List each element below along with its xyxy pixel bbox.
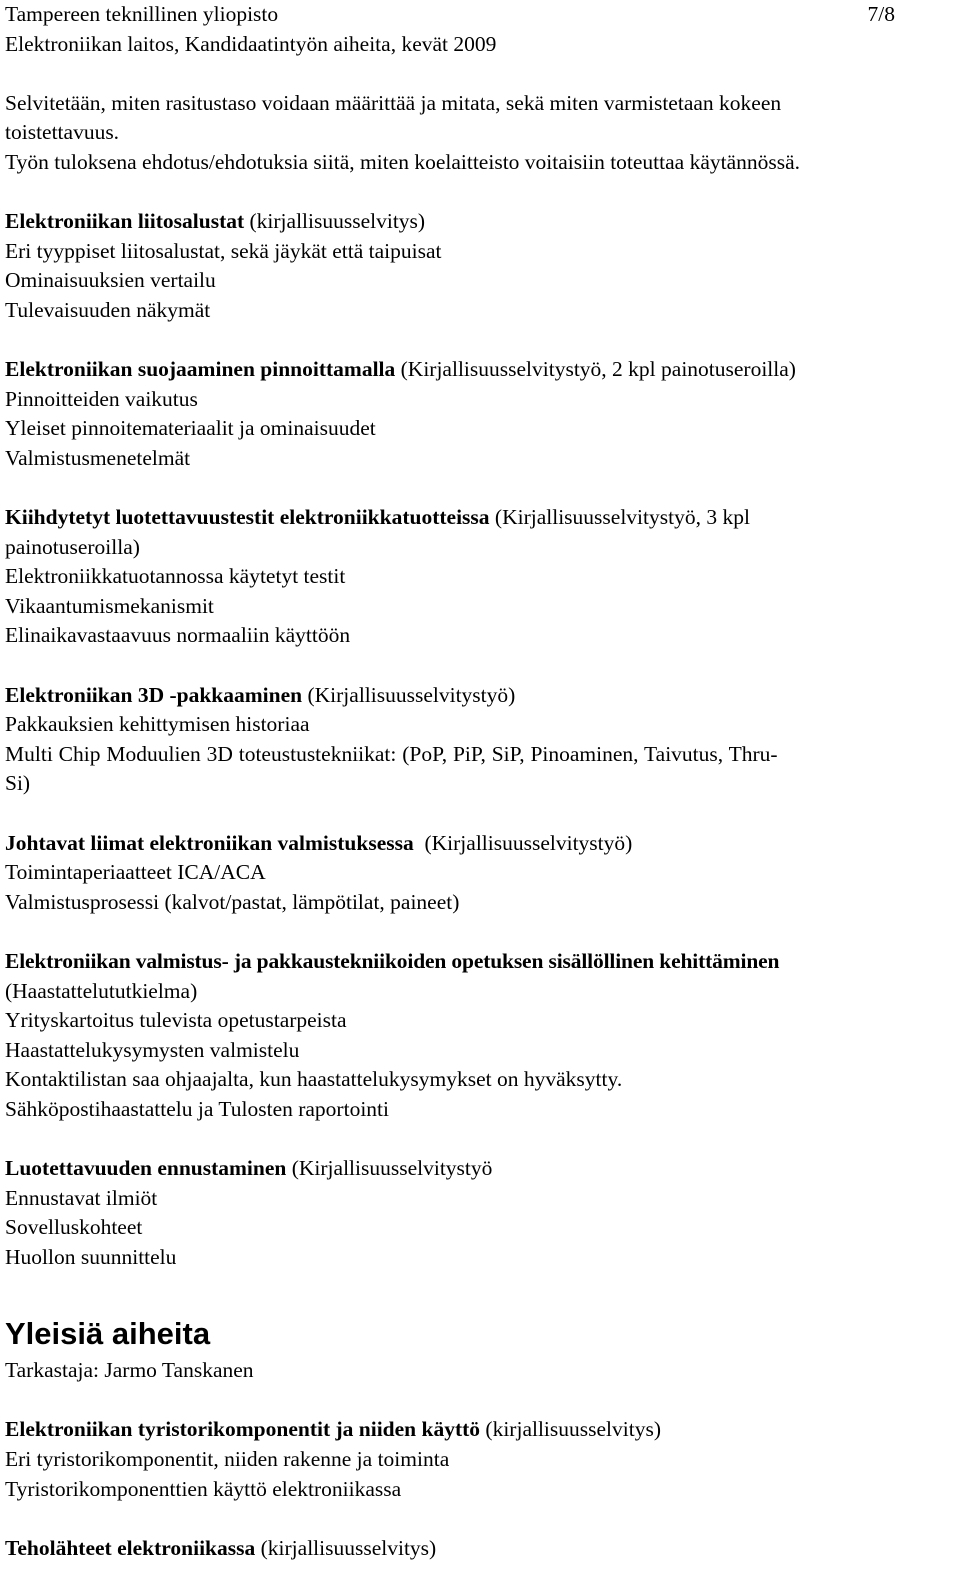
topic-item: Tyristorikomponenttien käyttö elektroniikassa: [5, 1476, 402, 1501]
topic-item: Sovelluskohteet: [5, 1215, 143, 1240]
topic-title: Kiihdytetyt luotettavuustestit elektroniikkatuotteissa: [5, 505, 490, 530]
topic-heading: [5, 1415, 950, 1445]
topic-block: [5, 1415, 950, 1504]
topic-item: Kontaktilistan saa ohjaajalta, kun haastattelukysymykset on hyväksytty.: [5, 1067, 623, 1092]
topic-heading: [5, 1154, 950, 1184]
intro-line: toistettavuus.: [5, 120, 120, 145]
topic-type: (Kirjallisuusselvitystyö, 3 kpl: [489, 505, 750, 530]
reviewer-line: Tarkastaja: Jarmo Tanskanen: [5, 1358, 254, 1383]
topic-item: Valmistusprosessi (kalvot/pastat, lämpötilat, paineet): [5, 889, 460, 914]
topic-title: Elektroniikan tyristorikomponentit ja niiden käyttö: [5, 1417, 481, 1442]
topic-item: Vikaantumismekanismit: [5, 593, 214, 618]
topic-type: (kirjallisuusselvitys): [480, 1417, 661, 1442]
topic-type: (Kirjallisuusselvitystyö): [302, 682, 516, 707]
topic-title: Elektroniikan 3D -pakkaaminen: [5, 682, 303, 707]
topic-heading: [5, 1534, 950, 1564]
topic-title: Johtavat liimat elektroniikan valmistuksessa: [5, 830, 414, 855]
topic-type: (Kirjallisuusselvitystyö, 2 kpl painotuseroilla): [395, 357, 796, 382]
topic-block: [5, 1534, 950, 1564]
topic-item: Si): [5, 771, 31, 796]
topic-type-continued: (Haastattelututkielma): [5, 978, 198, 1003]
document-page: [5, 0, 950, 1563]
topic-block: [5, 503, 950, 651]
university-name: Tampereen teknillinen yliopisto: [5, 2, 279, 26]
page-number: 7/8: [867, 2, 895, 26]
topic-item: Pakkauksien kehittymisen historiaa: [5, 712, 310, 737]
topic-item: Haastattelukysymysten valmistelu: [5, 1037, 300, 1062]
topic-item: Ominaisuuksien vertailu: [5, 268, 216, 293]
topic-item: Valmistusmenetelmät: [5, 445, 191, 470]
topic-item: Yrityskartoitus tulevista opetustarpeista: [5, 1008, 347, 1033]
topic-type: (kirjallisuusselvitys): [244, 209, 426, 234]
topic-title: Elektroniikan valmistus- ja pakkaustekniikoiden opetuksen sisällöllinen kehittäminen: [5, 949, 780, 973]
topic-item: Elektroniikkatuotannossa käytetyt testit: [5, 564, 346, 589]
topic-title: Elektroniikan suojaaminen pinnoittamalla: [5, 357, 396, 382]
topic-block: [5, 1154, 950, 1272]
topic-heading: [5, 355, 950, 385]
topic-type-continued: painotuseroilla): [5, 534, 140, 559]
topic-heading: [5, 681, 950, 711]
intro-line: Selvitetään, miten rasitustaso voidaan määrittää ja mitata, sekä miten varmistetaan kokeen: [5, 90, 782, 115]
intro-line: Työn tuloksena ehdotus/ehdotuksia siitä, miten koelaitteisto voitaisiin toteuttaa käytännössä.: [5, 149, 801, 174]
department-line: Elektroniikan laitos, Kandidaatintyön aiheita, kevät 2009: [5, 31, 497, 56]
topic-type: (kirjallisuusselvitys): [255, 1535, 437, 1560]
topic-heading: [5, 207, 950, 237]
topic-item: Eri tyyppiset liitosalustat, sekä jäykät että taipuisat: [5, 238, 442, 263]
topic-title: Luotettavuuden ennustaminen: [5, 1156, 287, 1181]
topic-block: [5, 355, 950, 473]
topic-heading: [5, 829, 950, 859]
topic-item: Toimintaperiaatteet ICA/ACA: [5, 860, 266, 885]
topic-item: Elinaikavastaavuus normaaliin käyttöön: [5, 623, 351, 648]
section-heading: Yleisiä aiheita: [5, 1316, 211, 1352]
topic-type: (Kirjallisuusselvitystyö: [286, 1156, 493, 1181]
topic-item: Ennustavat ilmiöt: [5, 1185, 158, 1210]
page-header: [5, 0, 895, 30]
topic-item: Tulevaisuuden näkymät: [5, 297, 211, 322]
topic-block: [5, 681, 950, 799]
topic-title: Elektroniikan liitosalustat: [5, 209, 245, 234]
topic-block: [5, 947, 950, 1125]
topic-item: Sähköpostihaastattelu ja Tulosten raportointi: [5, 1096, 389, 1121]
topic-heading: [5, 503, 950, 533]
topic-item: Pinnoitteiden vaikutus: [5, 386, 198, 411]
topic-item: Eri tyristorikomponentit, niiden rakenne ja toiminta: [5, 1446, 450, 1471]
topic-title: Teholähteet elektroniikassa: [5, 1535, 256, 1560]
topic-type: (Kirjallisuusselvitystyö): [413, 830, 633, 855]
topic-item: Yleiset pinnoitemateriaalit ja ominaisuudet: [5, 416, 376, 441]
topic-heading: [5, 947, 950, 977]
topic-block: [5, 829, 950, 918]
topic-block: [5, 207, 950, 325]
topic-item: Huollon suunnittelu: [5, 1244, 177, 1269]
topic-item: Multi Chip Moduulien 3D toteustustekniikat: (PoP, PiP, SiP, Pinoaminen, Taivutus, Thru-: [5, 741, 778, 766]
